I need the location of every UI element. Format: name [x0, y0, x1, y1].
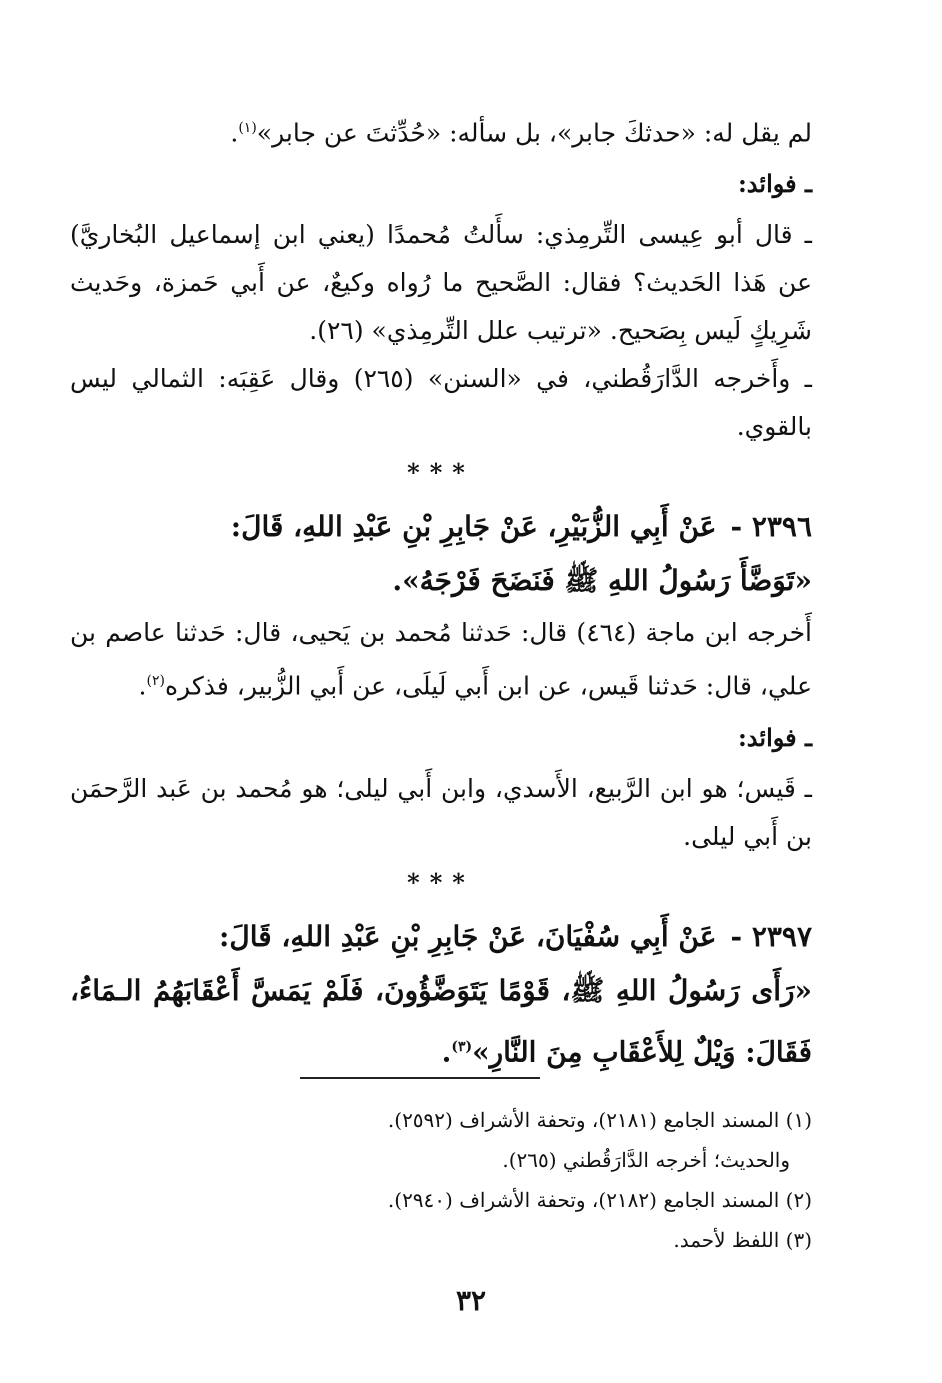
footnote-1: (١) المسند الجامع (٢١٨١)، وتحفة الأشراف (٢٥٩٢).: [387, 1108, 812, 1132]
intro-end: .: [230, 118, 239, 148]
footnote-ref-3: (٣): [451, 1038, 473, 1055]
hadith-2396-text: «تَوَضَّأَ رَسُولُ اللهِ ﷺ فَنَضَحَ فَرْجَهُ».: [392, 564, 812, 598]
page-number: ٣٢: [455, 1284, 487, 1317]
section-separator-2: ***: [407, 867, 475, 897]
footnote-ref-2: (٢): [146, 673, 165, 690]
hadith-2396-isnad: [70, 501, 812, 553]
isnad-text: عَنْ أَبِي الزُّبَيْرِ، عَنْ جَابِرِ بْنِ عَبْدِ اللهِ، قَالَ:: [230, 510, 717, 544]
intro-text: لم يقل له: «حدثكَ جابر»، بل سأله: «حُدِّثتَ عن جابر»: [256, 118, 812, 148]
hadith-2397-text: [70, 963, 812, 1080]
fawaid-heading-2: ـ فوائد:: [737, 722, 812, 752]
takhrij-end: .: [138, 671, 147, 701]
matn-end: .: [441, 1034, 452, 1068]
footnote-2: (٢) المسند الجامع (٢١٨٢)، وتحفة الأشراف (٢٩٤٠).: [387, 1188, 812, 1212]
section-separator-1: ***: [407, 458, 475, 488]
footnotes: [70, 1100, 812, 1260]
fawaid-paragraph-2: ـ وأَخرجه الدَّارَقُطني، في «السنن» (٢٦٥) وقال عَقِبَه: الثمالي ليس بالقوي.: [70, 364, 812, 442]
takhrij-text: أَخرجه ابن ماجة (٤٦٤) قال: حَدثنا مُحمد بن يَحيى، قال: حَدثنا عاصم بن علي، قال: حَدثنا قَيس، عن ابن أَبي لَيلَى، عن أَبي الزُّبير، فذكره: [70, 618, 812, 701]
fawaid-paragraph-3: ـ قَيس؛ هو ابن الرَّبيع، الأَسدي، وابن أَبي ليلى؛ هو مُحمد بن عَبد الرَّحمَن بن أَبي ليلى.: [70, 773, 812, 851]
isnad-text: عَنْ أَبِي سُفْيَانَ، عَنْ جَابِرِ بْنِ عَبْدِ اللهِ، قَالَ:: [219, 919, 717, 953]
hadith-2397-isnad: [70, 911, 812, 963]
footnote-ref-1: (١): [238, 120, 257, 136]
matn-text: «رَأَى رَسُولُ اللهِ ﷺ، قَوْمًا يَتَوَضَّؤُونَ، فَلَمْ يَمَسَّ أَعْقَابَهُمُ الـمَاءُ، فَقَالَ: وَيْلٌ لِلأَعْقَابِ مِنَ النَّارِ»: [70, 973, 812, 1068]
fawaid-heading-1: ـ فوائد:: [737, 169, 812, 199]
hadith-number: ٢٣٩٧ -: [730, 919, 812, 953]
takhrij-paragraph: [70, 609, 812, 710]
footnote-divider: [300, 1077, 540, 1079]
hadith-number: ٢٣٩٦ -: [730, 510, 812, 544]
footnote-3: (٣) اللفظ لأحمد.: [673, 1228, 812, 1252]
fawaid-paragraph-1: ـ قال أبو عِيسى التِّرمِذي: سأَلتُ مُحمدًا (يعني ابن إسماعيل البُخاريَّ) عن هَذا الحَديث؟ فقال: الصَّحيح ما رُواه وكيعٌ، عن أَبي حَمزة، وحَديث شَرِيكٍ لَيس بِصَحيح. «ترتيب علل التِّرمِذي» (٢٦).: [70, 220, 812, 346]
footnote-1-continuation: والحديث؛ أخرجه الدَّارَقُطني (٢٦٥).: [502, 1148, 790, 1172]
main-text: [70, 104, 812, 1080]
intro-paragraph: [70, 104, 812, 157]
